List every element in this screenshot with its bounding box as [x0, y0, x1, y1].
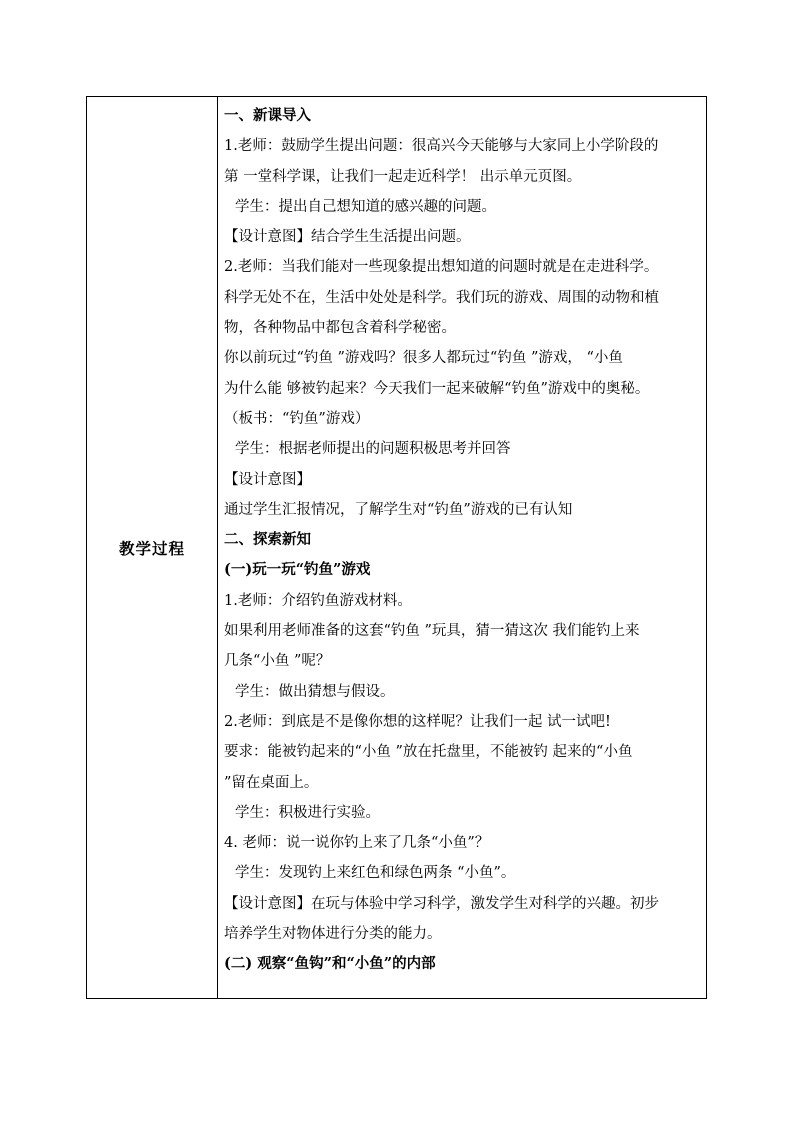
- text-line: 【设计意图】: [224, 471, 311, 488]
- section-heading: 二、探索新知: [224, 531, 311, 549]
- text-line: 学生：根据老师提出的问题积极思考并回答: [235, 441, 511, 458]
- text-line: 2.老师：到底是不是像你想的这样呢？让我们一起 试一试吧!: [224, 713, 611, 730]
- text-line: 几条“小鱼 ”呢？: [224, 653, 331, 670]
- text-line: 学生：发现钓上来红色和绿色两条 “小鱼”。: [235, 865, 516, 882]
- text-line: 物，各种物品中都包含着科学秘密。: [224, 320, 456, 337]
- text-line: 如果利用老师准备的这套“钓鱼 ”玩具，猜一猜这次 我们能钓上来: [224, 623, 640, 640]
- section-label-cell: [87, 97, 218, 998]
- text-line: 2.老师：当我们能对一些现象提出想知道的问题时就是在走进科学。: [224, 259, 659, 276]
- text-line: 【设计意图】在玩与体验中学习科学，激发学生对科学的兴趣。初步: [224, 895, 659, 912]
- text-line: 为什么能 够被钓起来？今天我们一起来破解“钓鱼”游戏中的奥秘。: [224, 380, 650, 397]
- lesson-table: [86, 96, 707, 999]
- text-line: ”留在桌面上。: [224, 774, 319, 791]
- text-line: 培养学生对物体进行分类的能力。: [224, 926, 442, 943]
- text-line: 学生：积极进行实验。: [235, 804, 380, 821]
- text-line: 通过学生汇报情况，了解学生对“钓鱼”游戏的已有认知: [224, 501, 573, 518]
- text-line: 学生：提出自己想知道的感兴趣的问题。: [235, 198, 496, 215]
- text-line: 要求：能被钓起来的“小鱼 ”放在托盘里，不能被钓 起来的“小鱼: [224, 744, 633, 761]
- text-line: 【设计意图】结合学生生活提出问题。: [224, 229, 471, 246]
- text-line: 1.老师：介绍钓鱼游戏材料。: [224, 592, 412, 609]
- section-label: 教学过程: [118, 539, 185, 558]
- text-line: 4. 老师：说一说你钓上来了几条“小鱼”？: [224, 835, 490, 852]
- text-line: （板书：“钓鱼”游戏）: [224, 410, 370, 427]
- content-cell: [218, 97, 706, 998]
- section-heading: (二) 观察“鱼钩”和“小鱼”的内部: [224, 955, 436, 973]
- text-line: 学生：做出猜想与假设。: [235, 683, 395, 700]
- section-heading: (一)玩一玩“钓鱼”游戏: [224, 561, 371, 579]
- text-line: 1.老师：鼓励学生提出问题：很高兴今天能够与大家同上小学阶段的: [224, 138, 659, 155]
- text-line: 科学无处不在，生活中处处是科学。我们玩的游戏、周围的动物和植: [224, 289, 659, 306]
- section-heading: 一、新课导入: [224, 107, 311, 124]
- text-line: 你以前玩过“钓鱼 ”游戏吗？很多人都玩过“钓鱼 ”游戏， “小鱼: [224, 350, 623, 367]
- text-line: 第 一堂科学课，让我们一起走近科学！ 出示单元页图。: [224, 168, 582, 185]
